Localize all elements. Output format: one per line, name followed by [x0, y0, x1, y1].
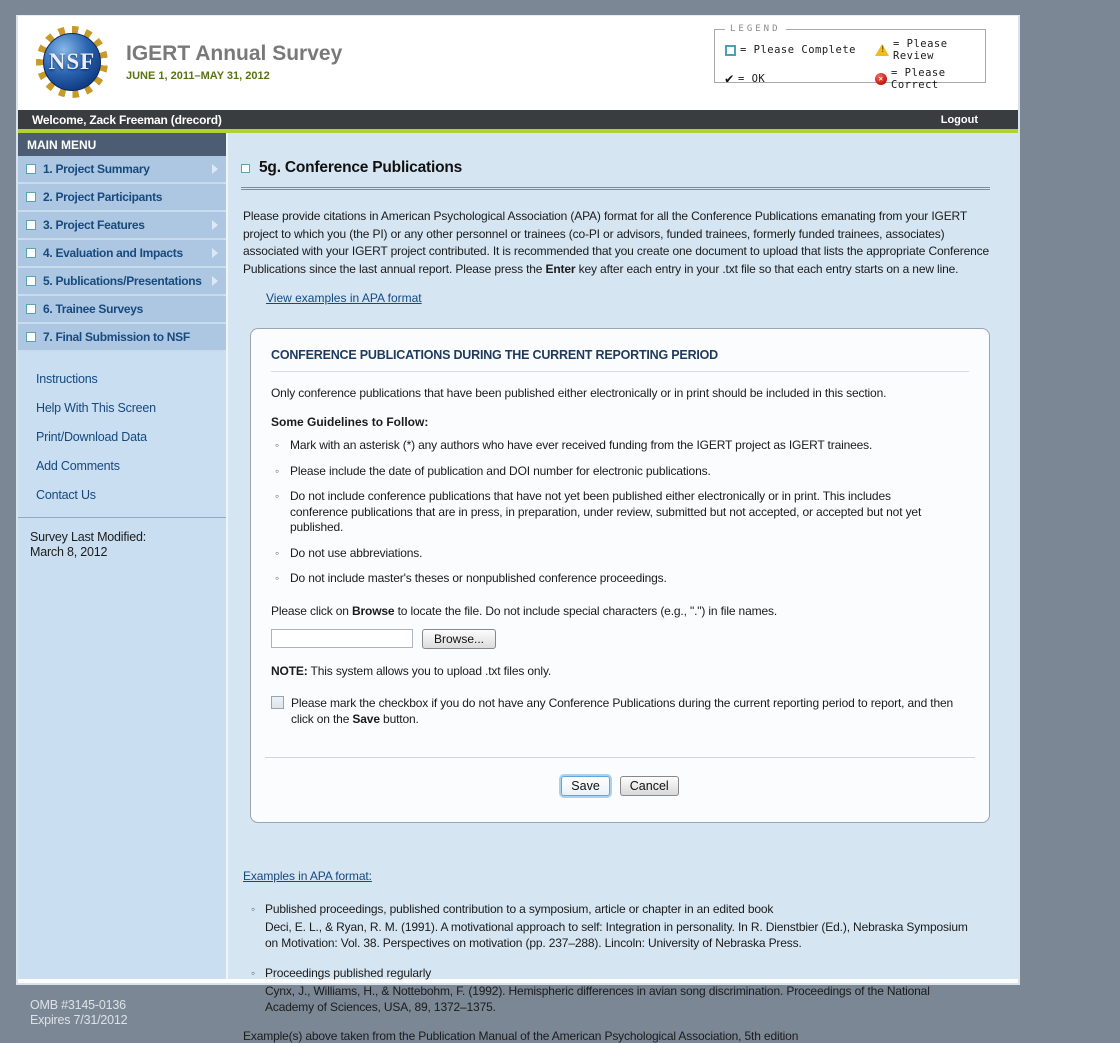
panel-title-divider	[271, 371, 969, 372]
submenu-arrow-icon	[212, 164, 218, 174]
page-title: IGERT Annual Survey	[126, 42, 343, 65]
welcome-bar	[18, 110, 1018, 133]
submenu-arrow-icon	[212, 276, 218, 286]
txt-only-note: NOTE: This system allows you to upload .txt files only.	[271, 663, 552, 678]
legend-item-complete: = Please Complete	[725, 38, 871, 62]
status-checkbox-icon	[26, 220, 36, 230]
error-circle-icon	[875, 73, 887, 85]
survey-period: JUNE 1, 2011–MAY 31, 2012	[126, 70, 270, 82]
no-publications-checkbox[interactable]	[271, 696, 284, 709]
sidebar-item-project-summary[interactable]: 1. Project Summary	[18, 156, 226, 184]
instructions-link[interactable]: Instructions	[36, 372, 98, 386]
section-title: 5g. Conference Publications	[259, 159, 463, 176]
status-checkbox-icon	[26, 192, 36, 202]
print-download-link[interactable]: Print/Download Data	[36, 430, 147, 444]
please-complete-checkbox-icon	[725, 45, 736, 56]
main-content	[228, 133, 1020, 1043]
panel-title: CONFERENCE PUBLICATIONS DURING THE CURRENT REPORTING PERIOD	[271, 348, 719, 362]
heading-divider	[241, 187, 990, 190]
upload-panel	[250, 328, 990, 823]
sidebar-item-publications-presentations[interactable]: 5. Publications/Presentations	[18, 268, 226, 296]
examples-list	[251, 901, 990, 1015]
welcome-message: Welcome, Zack Freeman (drecord)	[32, 112, 222, 127]
button-divider	[265, 757, 975, 758]
legend-title: LEGEND	[725, 24, 786, 34]
guideline-item: ◦ Do not include master's theses or nonpublished conference proceedings.	[275, 571, 935, 587]
status-checkbox-icon	[26, 276, 36, 286]
omb-expires: Expires 7/31/2012	[30, 1013, 128, 1027]
legend-item-correct: ✕ = Please Correct	[875, 67, 975, 91]
survey-last-modified: Survey Last Modified: March 8, 2012	[30, 530, 146, 559]
logout-link[interactable]: Logout	[940, 113, 978, 126]
sidebar-item-project-participants[interactable]: 2. Project Participants	[18, 184, 226, 212]
example-item	[251, 901, 977, 951]
legend-item-ok: ✔ = OK	[725, 70, 766, 87]
omb-footer	[30, 998, 127, 1028]
view-examples-link[interactable]: View examples in APA format	[266, 291, 422, 305]
sidebar-item-trainee-surveys[interactable]: 6. Trainee Surveys	[18, 296, 226, 324]
sidebar-divider	[18, 517, 226, 518]
submenu-arrow-icon	[212, 248, 218, 258]
sidebar	[18, 133, 228, 979]
no-publications-checkbox-label: Please mark the checkbox if you do not have any Conference Publications during the current reporting period to report, and then click on the Save button.	[291, 695, 954, 726]
legend-item-review: ! = Please Review	[875, 38, 975, 62]
example-citation: Cynx, J., Williams, H., & Nottebohm, F. (1992). Hemispheric differences in avian song discrimination. Proceedings of the National Academy of Sciences, USA, 89, 1372–1375.	[265, 983, 930, 1014]
omb-number: OMB #3145-0136	[30, 998, 126, 1012]
intro-paragraph: Please provide citations in American Psychological Association (APA) format for all the Conference Publications emanating from your IGERT project to which you (the PI) or any other personnel or trainees (co-PI or advisors, funded trainees, formerly funded trainees, associates) associated with your IGERT project contributed. It is recommended that you create one document to upload that lists the appropriate Conference Publications since the last annual report. Please press the Enter key after each entry in your .txt file so that each entry starts on a new line.	[243, 209, 990, 276]
nsf-logo	[36, 26, 108, 98]
main-menu-header: MAIN MENU	[18, 133, 226, 156]
save-button[interactable]: Save	[561, 776, 610, 796]
guideline-item: ◦ Mark with an asterisk (*) any authors who have ever received funding from the IGERT project as IGERT trainees.	[275, 438, 935, 454]
example-label: ◦ Published proceedings, published contribution to a symposium, article or chapter in an edited book	[265, 901, 774, 916]
browse-button[interactable]: Browse...	[422, 629, 496, 649]
submenu-arrow-icon	[212, 220, 218, 230]
status-checkbox-icon	[26, 164, 36, 174]
example-citation: Deci, E. L., & Ryan, R. M. (1991). A motivational approach to self: Integration in personality. In R. Dienstbier (Ed.), Nebraska Symposium on Motivation: Vol. 38. Perspectives on motivation (pp. 237–288). Lincoln: University of Nebraska Press.	[265, 919, 968, 950]
status-checkbox-icon	[26, 304, 36, 314]
add-comments-link[interactable]: Add Comments	[36, 459, 120, 473]
example-item	[251, 965, 977, 1015]
examples-source-note: Example(s) above taken from the Publication Manual of the American Psychological Association, 5th edition	[243, 1028, 799, 1043]
checkmark-icon: ✔	[725, 70, 734, 87]
sidebar-item-project-features[interactable]: 3. Project Features	[18, 212, 226, 240]
legend-box	[714, 24, 986, 91]
cancel-button[interactable]: Cancel	[620, 776, 679, 796]
section-status-checkbox-icon	[241, 164, 250, 173]
published-only-note: Only conference publications that have been published either electronically or in print should be included in this section.	[271, 386, 887, 400]
header	[18, 16, 1018, 110]
status-checkbox-icon	[26, 332, 36, 342]
guideline-item: ◦ Do not use abbreviations.	[275, 546, 935, 562]
browse-instruction: Please click on Browse to locate the file. Do not include special characters (e.g., ".") in file names.	[271, 603, 777, 618]
example-label: ◦ Proceedings published regularly	[265, 965, 432, 980]
guideline-item: ◦ Please include the date of publication and DOI number for electronic publications.	[275, 464, 935, 480]
nsf-logo-globe: NSF	[43, 33, 101, 91]
sidebar-item-evaluation-impacts[interactable]: 4. Evaluation and Impacts	[18, 240, 226, 268]
sidebar-item-final-submission[interactable]: 7. Final Submission to NSF	[18, 324, 226, 352]
contact-us-link[interactable]: Contact Us	[36, 488, 96, 502]
guideline-item: ◦ Do not include conference publications that have not yet been published either electronically or in print. This includes conference publications that are in press, in preparation, under review, submitted but not accepted, or accepted but not yet published.	[275, 489, 935, 536]
guidelines-heading: Some Guidelines to Follow:	[271, 415, 429, 429]
file-path-input[interactable]	[271, 629, 413, 648]
examples-apa-link[interactable]: Examples in APA format:	[243, 868, 372, 883]
help-link[interactable]: Help With This Screen	[36, 401, 156, 415]
status-checkbox-icon	[26, 248, 36, 258]
warning-triangle-icon	[875, 44, 889, 56]
guidelines-list	[275, 438, 969, 587]
